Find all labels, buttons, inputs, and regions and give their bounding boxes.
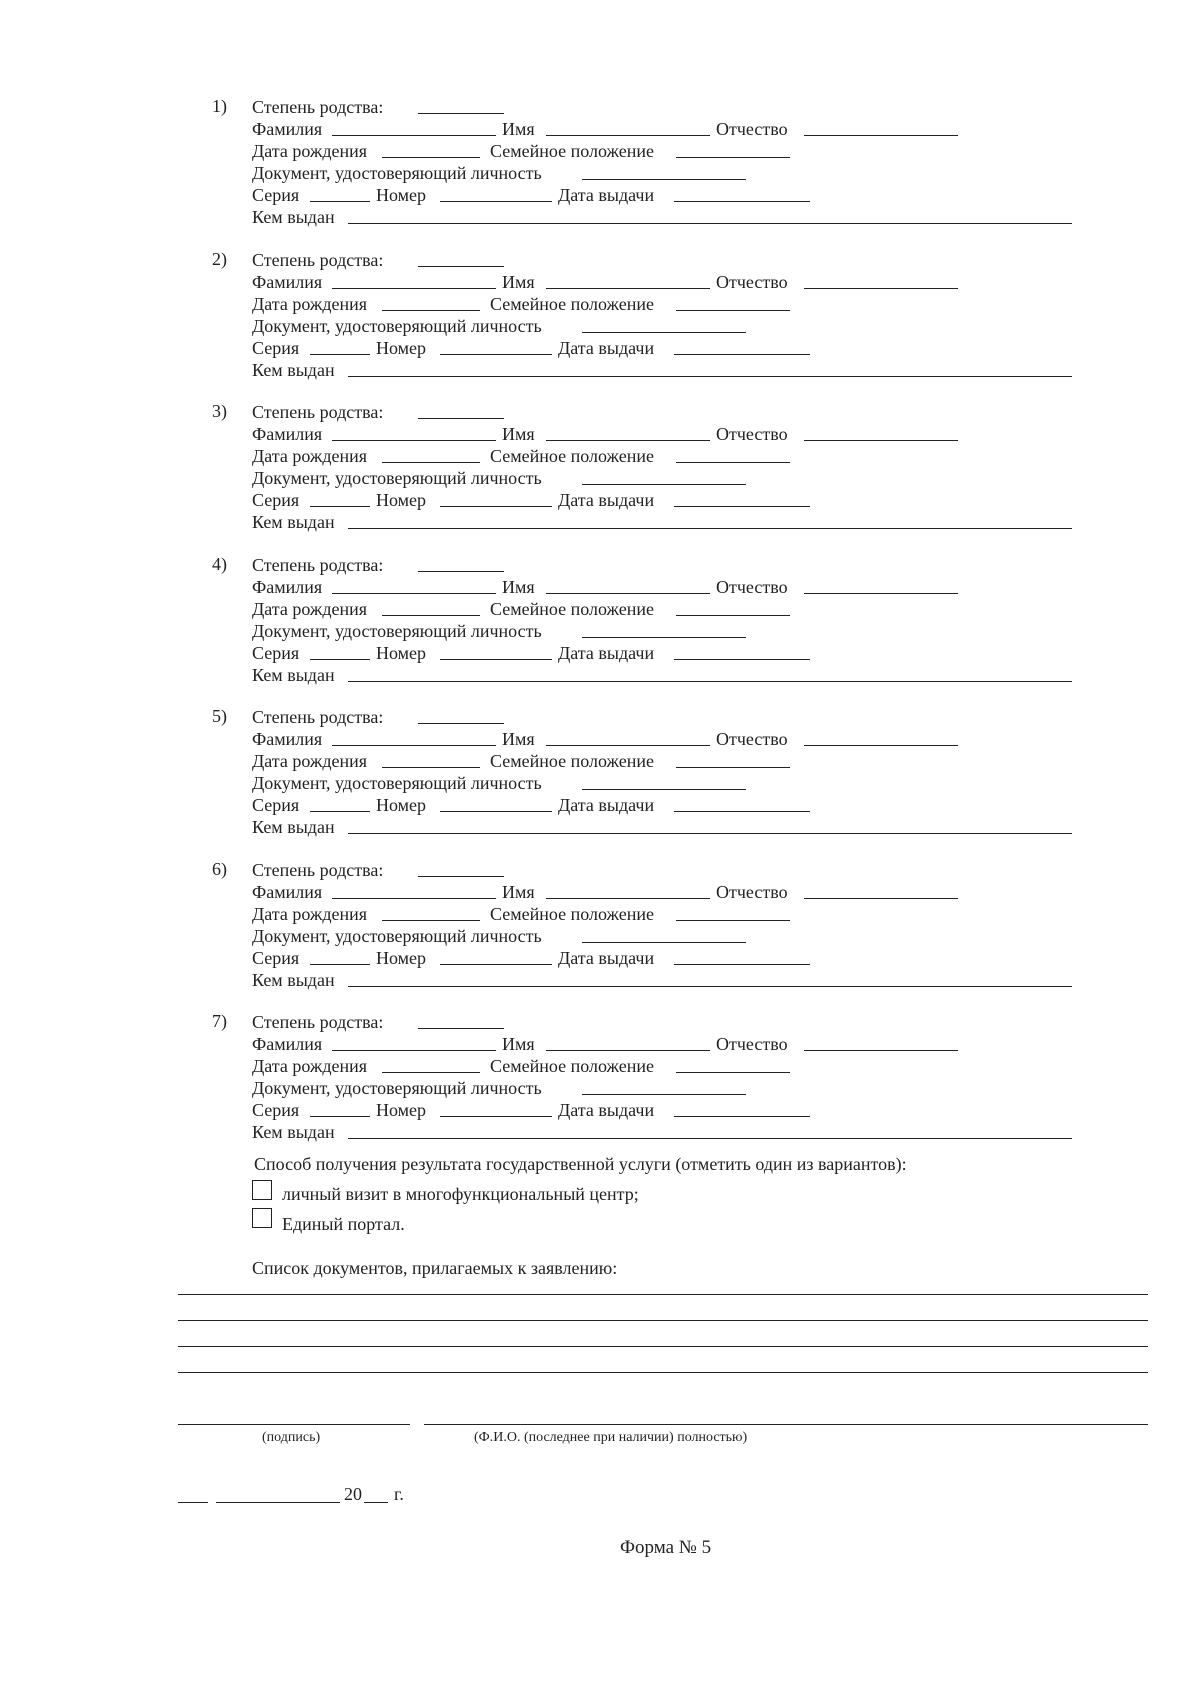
marital-label: Семейное положение [490, 1056, 654, 1076]
name-label: Имя [502, 424, 535, 444]
birth-row [252, 903, 1072, 925]
series-input[interactable] [310, 964, 370, 965]
number-input[interactable] [440, 354, 552, 355]
series-label: Серия [252, 185, 300, 205]
relation-row [252, 96, 1072, 118]
surname-input[interactable] [332, 1050, 496, 1051]
surname-input[interactable] [332, 135, 496, 136]
surname-label: Фамилия [252, 729, 323, 749]
issued-by-label: Кем выдан [252, 817, 335, 837]
number-label: Номер [376, 642, 427, 663]
marital-input[interactable] [676, 310, 790, 311]
relation-label: Степень родства: [252, 249, 384, 270]
passport-row [252, 947, 1072, 969]
surname-label: Фамилия [252, 271, 323, 292]
id-doc-label: Документ, удостоверяющий личность [252, 163, 542, 183]
relation-input[interactable] [418, 876, 504, 877]
issue-date-label: Дата выдачи [558, 947, 655, 968]
surname-input[interactable] [332, 593, 496, 594]
fio-line[interactable] [424, 1424, 1148, 1425]
birthdate-label: Дата рождения [252, 751, 368, 771]
id-doc-row [252, 620, 1072, 642]
issued-by-label: Кем выдан [252, 512, 335, 532]
number-input[interactable] [440, 1116, 552, 1117]
issued-by-label: Кем выдан [252, 207, 335, 227]
series-input[interactable] [310, 659, 370, 660]
id-doc-row [252, 925, 1072, 947]
series-label: Серия [252, 642, 300, 663]
patronymic-label: Отчество [716, 1034, 788, 1054]
relative-fields [252, 706, 1072, 838]
patronymic-input[interactable] [804, 440, 958, 441]
id-doc-input[interactable] [582, 332, 746, 333]
issued-by-row [252, 359, 1072, 381]
name-input[interactable] [546, 593, 710, 594]
marital-input[interactable] [676, 157, 790, 158]
name-label: Имя [502, 1034, 535, 1054]
patronymic-input[interactable] [804, 288, 958, 289]
relative-number: 1) [212, 96, 227, 116]
form-number: Форма № 5 [620, 1537, 712, 1558]
number-label: Номер [376, 947, 427, 968]
relation-row [252, 249, 1072, 271]
patronymic-label: Отчество [716, 576, 788, 597]
relative-fields [252, 249, 1072, 381]
name-row [252, 118, 1072, 140]
relative-fields [252, 554, 1072, 686]
relation-input[interactable] [418, 571, 504, 572]
id-doc-input[interactable] [582, 179, 746, 180]
relative-fields [252, 1011, 1072, 1143]
passport-row [252, 184, 1072, 206]
birthdate-label: Дата рождения [252, 1056, 368, 1076]
relative-number: 7) [212, 1011, 227, 1031]
name-label: Имя [502, 119, 535, 139]
id-doc-label: Документ, удостоверяющий личность [252, 773, 542, 793]
issued-by-row [252, 664, 1072, 686]
number-label: Номер [376, 1100, 427, 1120]
name-row [252, 881, 1072, 903]
issue-date-label: Дата выдачи [558, 1100, 655, 1120]
birthdate-label: Дата рождения [252, 598, 368, 619]
name-label: Имя [502, 271, 535, 292]
id-doc-input[interactable] [582, 484, 746, 485]
id-doc-input[interactable] [582, 789, 746, 790]
surname-input[interactable] [332, 288, 496, 289]
passport-row [252, 489, 1072, 511]
issue-date-input[interactable] [674, 964, 810, 965]
marital-label: Семейное положение [490, 293, 654, 314]
relation-input[interactable] [418, 113, 504, 114]
issued-by-input[interactable] [348, 223, 1072, 224]
issue-date-input[interactable] [674, 506, 810, 507]
month-line[interactable] [216, 1502, 340, 1503]
id-doc-label: Документ, удостоверяющий личность [252, 925, 542, 946]
birth-row [252, 445, 1072, 467]
patronymic-label: Отчество [716, 119, 788, 139]
relative-number: 4) [212, 553, 227, 574]
name-label: Имя [502, 576, 535, 597]
id-doc-row [252, 315, 1072, 337]
id-doc-row [252, 1077, 1072, 1099]
surname-label: Фамилия [252, 119, 323, 139]
patronymic-input[interactable] [804, 593, 958, 594]
documents-line-1[interactable] [178, 1294, 1148, 1295]
id-doc-row [252, 162, 1072, 184]
number-input[interactable] [440, 201, 552, 202]
issued-by-input[interactable] [348, 1138, 1072, 1139]
birth-row [252, 598, 1072, 620]
id-doc-input[interactable] [582, 1094, 746, 1095]
relation-row [252, 554, 1072, 576]
birthdate-input[interactable] [382, 1072, 480, 1073]
patronymic-label: Отчество [716, 424, 788, 444]
surname-label: Фамилия [252, 576, 323, 597]
series-input[interactable] [310, 201, 370, 202]
year-line[interactable] [364, 1502, 388, 1503]
documents-line-4[interactable] [178, 1372, 1148, 1373]
series-label: Серия [252, 490, 300, 510]
marital-label: Семейное положение [490, 903, 654, 924]
name-row [252, 728, 1072, 750]
number-input[interactable] [440, 811, 552, 812]
fio-caption: (Ф.И.О. (последнее при наличии) полностью) [474, 1430, 748, 1445]
patronymic-label: Отчество [716, 881, 788, 902]
series-input[interactable] [310, 811, 370, 812]
passport-row [252, 337, 1072, 359]
issued-by-row [252, 969, 1072, 991]
marital-label: Семейное положение [490, 141, 654, 161]
issued-by-row [252, 1121, 1072, 1143]
issued-by-label: Кем выдан [252, 359, 335, 380]
day-line[interactable] [178, 1502, 208, 1503]
issued-by-input[interactable] [348, 376, 1072, 377]
series-input[interactable] [310, 354, 370, 355]
number-input[interactable] [440, 506, 552, 507]
issued-by-input[interactable] [348, 681, 1072, 682]
documents-line-2[interactable] [178, 1320, 1148, 1321]
id-doc-label: Документ, удостоверяющий личность [252, 1078, 542, 1098]
documents-line-3[interactable] [178, 1346, 1148, 1347]
issue-date-label: Дата выдачи [558, 185, 655, 205]
name-input[interactable] [546, 898, 710, 899]
birthdate-input[interactable] [382, 157, 480, 158]
patronymic-label: Отчество [716, 729, 788, 749]
issued-by-row [252, 206, 1072, 228]
marital-input[interactable] [676, 767, 790, 768]
option-mfc-label: личный визит в многофункциональный центр; [282, 1184, 639, 1204]
name-row [252, 576, 1072, 598]
id-doc-label: Документ, удостоверяющий личность [252, 620, 542, 641]
issued-by-row [252, 816, 1072, 838]
passport-row [252, 1099, 1072, 1121]
birthdate-input[interactable] [382, 462, 480, 463]
issued-by-label: Кем выдан [252, 969, 335, 990]
issued-by-label: Кем выдан [252, 664, 335, 685]
birthdate-label: Дата рождения [252, 293, 368, 314]
patronymic-input[interactable] [804, 135, 958, 136]
series-input[interactable] [310, 506, 370, 507]
issue-date-label: Дата выдачи [558, 337, 655, 358]
id-doc-label: Документ, удостоверяющий личность [252, 315, 542, 336]
series-label: Серия [252, 1100, 300, 1120]
relation-input[interactable] [418, 1028, 504, 1029]
marital-input[interactable] [676, 920, 790, 921]
name-input[interactable] [546, 1050, 710, 1051]
relation-label: Степень родства: [252, 554, 384, 575]
series-label: Серия [252, 947, 300, 968]
name-row [252, 423, 1072, 445]
number-label: Номер [376, 185, 427, 205]
birthdate-label: Дата рождения [252, 903, 368, 924]
birthdate-input[interactable] [382, 310, 480, 311]
birthdate-label: Дата рождения [252, 446, 368, 466]
name-input[interactable] [546, 288, 710, 289]
issue-date-input[interactable] [674, 354, 810, 355]
documents-title: Список документов, прилагаемых к заявлению: [252, 1258, 618, 1278]
issued-by-row [252, 511, 1072, 533]
birth-row [252, 140, 1072, 162]
number-input[interactable] [440, 659, 552, 660]
issue-date-input[interactable] [674, 201, 810, 202]
relation-label: Степень родства: [252, 859, 384, 880]
relation-label: Степень родства: [252, 402, 384, 422]
marital-label: Семейное положение [490, 446, 654, 466]
issued-by-input[interactable] [348, 986, 1072, 987]
marital-label: Семейное положение [490, 598, 654, 619]
relative-number: 3) [212, 401, 227, 421]
relation-input[interactable] [418, 723, 504, 724]
id-doc-input[interactable] [582, 637, 746, 638]
series-input[interactable] [310, 1116, 370, 1117]
method-title: Способ получения результата государственной услуги (отметить один из вариантов): [254, 1154, 907, 1174]
issue-date-input[interactable] [674, 659, 810, 660]
marital-input[interactable] [676, 462, 790, 463]
relation-row [252, 706, 1072, 728]
issued-by-label: Кем выдан [252, 1122, 335, 1142]
relation-row [252, 1011, 1072, 1033]
relative-fields [252, 401, 1072, 533]
issue-date-label: Дата выдачи [558, 642, 655, 663]
relative-number: 6) [212, 858, 227, 879]
marital-input[interactable] [676, 615, 790, 616]
number-input[interactable] [440, 964, 552, 965]
birth-row [252, 1055, 1072, 1077]
birthdate-input[interactable] [382, 615, 480, 616]
birthdate-label: Дата рождения [252, 141, 368, 161]
name-row [252, 1033, 1072, 1055]
surname-label: Фамилия [252, 424, 323, 444]
surname-input[interactable] [332, 745, 496, 746]
id-doc-input[interactable] [582, 942, 746, 943]
birth-row [252, 750, 1072, 772]
marital-label: Семейное положение [490, 751, 654, 771]
checkbox-mfc[interactable] [252, 1180, 272, 1200]
relative-fields [252, 859, 1072, 991]
relation-row [252, 401, 1072, 423]
relation-input[interactable] [418, 266, 504, 267]
number-label: Номер [376, 337, 427, 358]
birth-row [252, 293, 1072, 315]
name-input[interactable] [546, 440, 710, 441]
surname-input[interactable] [332, 440, 496, 441]
relation-label: Степень родства: [252, 97, 384, 117]
issue-date-label: Дата выдачи [558, 490, 655, 510]
surname-label: Фамилия [252, 1034, 323, 1054]
relative-number: 5) [212, 706, 227, 726]
name-input[interactable] [546, 135, 710, 136]
issue-date-label: Дата выдачи [558, 795, 655, 815]
name-label: Имя [502, 881, 535, 902]
surname-input[interactable] [332, 898, 496, 899]
id-doc-label: Документ, удостоверяющий личность [252, 468, 542, 488]
signature-caption: (подпись) [262, 1430, 321, 1445]
issued-by-input[interactable] [348, 833, 1072, 834]
name-input[interactable] [546, 745, 710, 746]
surname-label: Фамилия [252, 881, 323, 902]
series-label: Серия [252, 795, 300, 815]
birthdate-input[interactable] [382, 767, 480, 768]
marital-input[interactable] [676, 1072, 790, 1073]
year-suffix: г. [394, 1484, 404, 1504]
patronymic-input[interactable] [804, 898, 958, 899]
patronymic-input[interactable] [804, 1050, 958, 1051]
patronymic-input[interactable] [804, 745, 958, 746]
option-portal-label: Единый портал. [282, 1214, 405, 1234]
relative-fields [252, 96, 1072, 228]
year-prefix: 20 [344, 1484, 362, 1504]
number-label: Номер [376, 490, 427, 510]
id-doc-row [252, 467, 1072, 489]
id-doc-row [252, 772, 1072, 794]
checkbox-portal[interactable] [252, 1208, 272, 1228]
signature-line[interactable] [178, 1424, 410, 1425]
relation-label: Степень родства: [252, 1012, 384, 1032]
issue-date-input[interactable] [674, 811, 810, 812]
issue-date-input[interactable] [674, 1116, 810, 1117]
name-row [252, 271, 1072, 293]
passport-row [252, 642, 1072, 664]
name-label: Имя [502, 729, 535, 749]
relation-row [252, 859, 1072, 881]
relative-number: 2) [212, 248, 227, 269]
passport-row [252, 794, 1072, 816]
relation-input[interactable] [418, 418, 504, 419]
number-label: Номер [376, 795, 427, 815]
series-label: Серия [252, 337, 300, 358]
relation-label: Степень родства: [252, 707, 384, 727]
patronymic-label: Отчество [716, 271, 788, 292]
birthdate-input[interactable] [382, 920, 480, 921]
issued-by-input[interactable] [348, 528, 1072, 529]
